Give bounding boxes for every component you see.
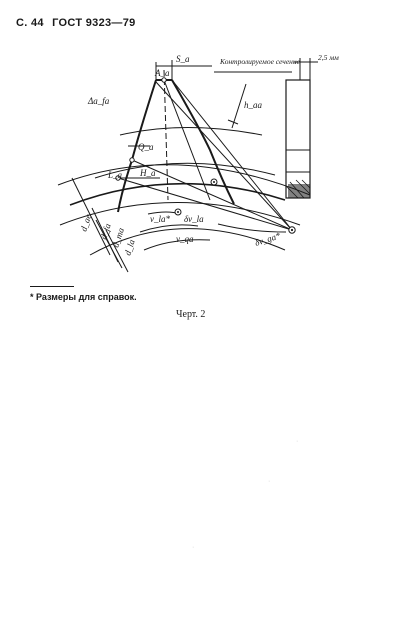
label-nu-la: ν_la* <box>150 214 170 224</box>
label-dma: d_ma <box>110 226 127 249</box>
page-number: С. 44 <box>16 17 44 29</box>
label-dae: d_ae <box>78 212 94 233</box>
scan-artifact: · <box>268 478 271 485</box>
label-dfa: d_fa <box>98 222 113 241</box>
label-dnu-la: δν_la <box>184 214 204 224</box>
section-view <box>286 80 310 198</box>
figure-caption: Черт. 2 <box>176 309 206 320</box>
circle-arc-6 <box>58 165 310 195</box>
label-aa: A_a <box>155 68 170 78</box>
footnote: * Размеры для справок. <box>30 292 137 302</box>
label-dnu-ga: δν_ga* <box>253 230 282 248</box>
label-haa: h_aa <box>244 100 262 110</box>
footnote-rule <box>30 286 74 287</box>
label-dim-25: 2,5 мм <box>318 53 339 62</box>
label-nu-qa: ν_qa <box>176 234 194 244</box>
label-ha: H_a <box>140 168 156 178</box>
tooth-profile-right <box>172 80 234 204</box>
scan-artifact: · <box>296 438 299 445</box>
label-dla: d_la <box>122 238 137 257</box>
label-qa: Q_a <box>138 142 154 152</box>
scan-artifact: · <box>192 544 195 551</box>
label-la: L_a <box>108 170 123 180</box>
standard-code: ГОСТ 9323—79 <box>52 17 136 29</box>
label-sa: S_a <box>176 54 190 64</box>
label-control-section <box>219 57 301 66</box>
label-dafa: Δa_fa <box>88 96 110 106</box>
label-control-section-text: Контролируемое сечение <box>220 57 300 66</box>
